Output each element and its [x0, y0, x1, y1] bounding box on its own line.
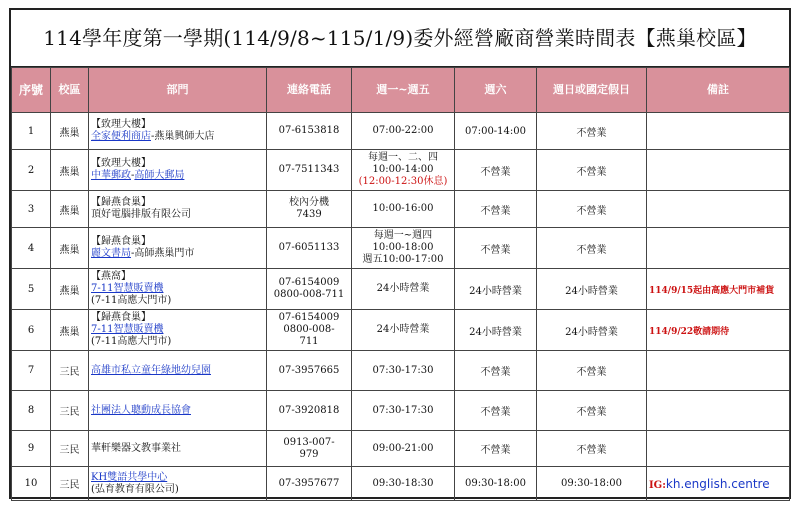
department-link[interactable]: 7-11智慧販賣機	[91, 283, 164, 294]
department-line	[91, 312, 264, 324]
department-link[interactable]: 高師大郵局	[134, 170, 185, 181]
department-cell	[89, 391, 267, 431]
note-cell	[647, 191, 790, 228]
saturday-cell: 24小時營業	[455, 269, 537, 310]
department-line	[91, 236, 264, 248]
header-row	[12, 68, 790, 113]
department-line	[91, 197, 264, 209]
department-cell	[89, 467, 267, 501]
department-line	[91, 336, 264, 348]
hours-line: 每週一、二、四	[368, 152, 438, 163]
phone-line: 07-6154009	[278, 277, 340, 288]
table-row	[12, 351, 790, 391]
saturday-cell: 09:30-18:00	[455, 467, 537, 501]
hours-line: (12:00-12:30休息)	[358, 176, 448, 187]
department-text: -燕巢興師大店	[151, 131, 215, 142]
phone-line: 07-3957665	[278, 364, 340, 376]
phone-line: 07-6051133	[278, 242, 340, 253]
row-number: 6	[12, 310, 51, 351]
ig-handle: kh.english.centre	[665, 476, 770, 491]
table-row	[12, 269, 790, 310]
department-line	[91, 484, 264, 496]
department-text: (弘育教育有限公司)	[91, 483, 179, 495]
department-text: 【致理大樓】	[91, 119, 151, 130]
campus-cell: 三民	[51, 351, 89, 391]
department-text: 【歸燕食巢】	[91, 197, 151, 208]
campus-cell: 三民	[51, 391, 89, 431]
department-line	[91, 405, 264, 417]
department-link[interactable]: 麗文書局	[91, 248, 131, 259]
saturday-cell: 不營業	[455, 351, 537, 391]
campus-cell: 燕巢	[51, 191, 89, 228]
table-row	[12, 431, 790, 467]
department-line	[91, 248, 264, 260]
department-text: 【歸燕食巢】	[91, 312, 151, 323]
weekday-hours-cell	[352, 191, 455, 228]
hours-line: 07:00-22:00	[372, 125, 434, 136]
department-cell	[89, 228, 267, 269]
row-number: 7	[12, 351, 51, 391]
campus-cell: 三民	[51, 467, 89, 501]
weekday-hours-cell	[352, 431, 455, 467]
saturday-cell: 不營業	[455, 191, 537, 228]
page-title: 114學年度第一學期(114/9/8~115/1/9)委外經營廠商營業時間表【燕巢校區】	[11, 10, 789, 67]
department-link[interactable]: 高雄市私立童年綠地幼兒園	[91, 364, 211, 376]
ig-prefix: IG:	[649, 479, 666, 491]
department-text: 華軒樂器文教事業社	[91, 442, 181, 454]
phone-cell	[267, 228, 352, 269]
saturday-cell: 不營業	[455, 391, 537, 431]
department-line	[91, 365, 264, 377]
department-line	[91, 295, 264, 307]
phone-cell	[267, 269, 352, 310]
hours-line: 07:30-17:30	[372, 404, 434, 416]
department-cell	[89, 269, 267, 310]
hours-line: 09:30-18:30	[372, 477, 434, 489]
weekday-hours-cell	[352, 150, 455, 191]
phone-line: 07-3957677	[278, 477, 340, 489]
department-text: (7-11高應大門市)	[91, 336, 172, 347]
saturday-cell: 07:00-14:00	[455, 113, 537, 150]
phone-line: 07-3920818	[278, 404, 340, 416]
note-cell	[647, 113, 790, 150]
department-link[interactable]: 全家便利商店	[91, 131, 151, 142]
sunday-holiday-cell: 不營業	[537, 351, 647, 391]
note-cell: 114/9/15起由高應大門市補貨	[647, 269, 790, 310]
department-line	[91, 170, 264, 182]
department-link[interactable]: 7-11智慧販賣機	[91, 324, 164, 335]
sunday-holiday-cell: 不營業	[537, 391, 647, 431]
department-line	[91, 283, 264, 295]
campus-cell: 燕巢	[51, 113, 89, 150]
phone-cell	[267, 351, 352, 391]
sunday-holiday-cell: 09:30-18:00	[537, 467, 647, 501]
department-text: 【致理大樓】	[91, 158, 151, 169]
campus-cell: 燕巢	[51, 269, 89, 310]
department-link[interactable]: 中華郵政	[91, 170, 131, 181]
department-line	[91, 324, 264, 336]
campus-cell: 燕巢	[51, 310, 89, 351]
saturday-cell: 24小時營業	[455, 310, 537, 351]
department-cell	[89, 431, 267, 467]
table-row	[12, 113, 790, 150]
hours-line: 週五10:00-17:00	[362, 254, 444, 265]
note-cell	[647, 467, 790, 501]
department-line	[91, 158, 264, 170]
weekday-hours-cell	[352, 467, 455, 501]
hours-line: 10:00-14:00	[372, 164, 434, 175]
table-row	[12, 191, 790, 228]
phone-line: 校內分機	[289, 197, 329, 208]
note-cell	[647, 391, 790, 431]
hours-line: 09:00-21:00	[372, 442, 434, 454]
phone-line: 07-7511343	[278, 164, 340, 175]
hours-line: 每週一~週四	[373, 230, 433, 241]
hours-line: 07:30-17:30	[372, 364, 434, 376]
sunday-holiday-cell: 24小時營業	[537, 310, 647, 351]
weekday-hours-cell	[352, 269, 455, 310]
table-row	[12, 467, 790, 501]
department-line	[91, 271, 264, 283]
note-cell	[647, 351, 790, 391]
department-cell	[89, 310, 267, 351]
schedule-sheet	[9, 8, 791, 499]
weekday-hours-cell	[352, 391, 455, 431]
hours-line: 10:00-18:00	[372, 242, 434, 253]
phone-line: 711	[299, 336, 319, 347]
phone-cell	[267, 467, 352, 501]
phone-cell	[267, 391, 352, 431]
hours-line: 24小時營業	[376, 324, 430, 335]
department-line	[91, 443, 264, 455]
phone-line: 7439	[296, 209, 322, 220]
campus-cell: 燕巢	[51, 150, 89, 191]
header-cell: 連絡電話	[267, 68, 352, 113]
note-cell	[647, 228, 790, 269]
row-number: 1	[12, 113, 51, 150]
weekday-hours-cell	[352, 351, 455, 391]
phone-cell	[267, 191, 352, 228]
saturday-cell: 不營業	[455, 150, 537, 191]
sunday-holiday-cell: 不營業	[537, 113, 647, 150]
department-link[interactable]: 社團法人聰動成長協會	[91, 404, 191, 416]
row-number: 4	[12, 228, 51, 269]
sunday-holiday-cell: 不營業	[537, 228, 647, 269]
department-line	[91, 209, 264, 221]
department-text: 頂好電腦排版有限公司	[91, 209, 191, 220]
header-cell: 備註	[647, 68, 790, 113]
phone-cell	[267, 431, 352, 467]
table-row	[12, 391, 790, 431]
row-number: 2	[12, 150, 51, 191]
department-cell	[89, 191, 267, 228]
header-cell: 校區	[51, 68, 89, 113]
row-number: 10	[12, 467, 51, 501]
phone-cell	[267, 310, 352, 351]
department-text: 【歸燕食巢】	[91, 236, 151, 247]
table-row	[12, 310, 790, 351]
weekday-hours-cell	[352, 310, 455, 351]
header-cell: 週一~週五	[352, 68, 455, 113]
row-number: 9	[12, 431, 51, 467]
department-line	[91, 131, 264, 143]
department-text: -	[131, 170, 135, 181]
department-cell	[89, 351, 267, 391]
phone-line: 07-6154009	[278, 312, 340, 323]
table-row	[12, 150, 790, 191]
weekday-hours-cell	[352, 113, 455, 150]
saturday-cell: 不營業	[455, 431, 537, 467]
note-cell: 114/9/22敬請期待	[647, 310, 790, 351]
header-cell: 部門	[89, 68, 267, 113]
department-cell	[89, 150, 267, 191]
sunday-holiday-cell: 不營業	[537, 191, 647, 228]
hours-line: 10:00-16:00	[372, 203, 434, 214]
department-line	[91, 119, 264, 131]
row-number: 3	[12, 191, 51, 228]
department-text: (7-11高應大門市)	[91, 295, 172, 306]
header-cell: 序號	[12, 68, 51, 113]
hours-line: 24小時營業	[376, 283, 430, 294]
phone-line: 0913-007-	[283, 436, 335, 448]
department-text: 【燕窩】	[91, 271, 131, 282]
table-row	[12, 228, 790, 269]
schedule-table	[11, 67, 790, 501]
phone-cell	[267, 113, 352, 150]
campus-cell: 燕巢	[51, 228, 89, 269]
sunday-holiday-cell: 不營業	[537, 150, 647, 191]
header-cell: 週六	[455, 68, 537, 113]
note-cell	[647, 431, 790, 467]
phone-line: 0800-008-	[283, 324, 335, 335]
row-number: 5	[12, 269, 51, 310]
phone-line: 07-6153818	[278, 125, 340, 136]
phone-cell	[267, 150, 352, 191]
note-cell	[647, 150, 790, 191]
phone-line: 979	[299, 448, 319, 460]
department-line	[91, 472, 264, 484]
department-cell	[89, 113, 267, 150]
saturday-cell: 不營業	[455, 228, 537, 269]
department-text: -高師燕巢門市	[131, 248, 195, 259]
department-link[interactable]: KH雙語共學中心	[91, 471, 168, 483]
table-body	[12, 113, 790, 501]
row-number: 8	[12, 391, 51, 431]
campus-cell: 三民	[51, 431, 89, 467]
sunday-holiday-cell: 24小時營業	[537, 269, 647, 310]
phone-line: 0800-008-711	[273, 289, 345, 300]
sunday-holiday-cell: 不營業	[537, 431, 647, 467]
header-cell: 週日或國定假日	[537, 68, 647, 113]
weekday-hours-cell	[352, 228, 455, 269]
